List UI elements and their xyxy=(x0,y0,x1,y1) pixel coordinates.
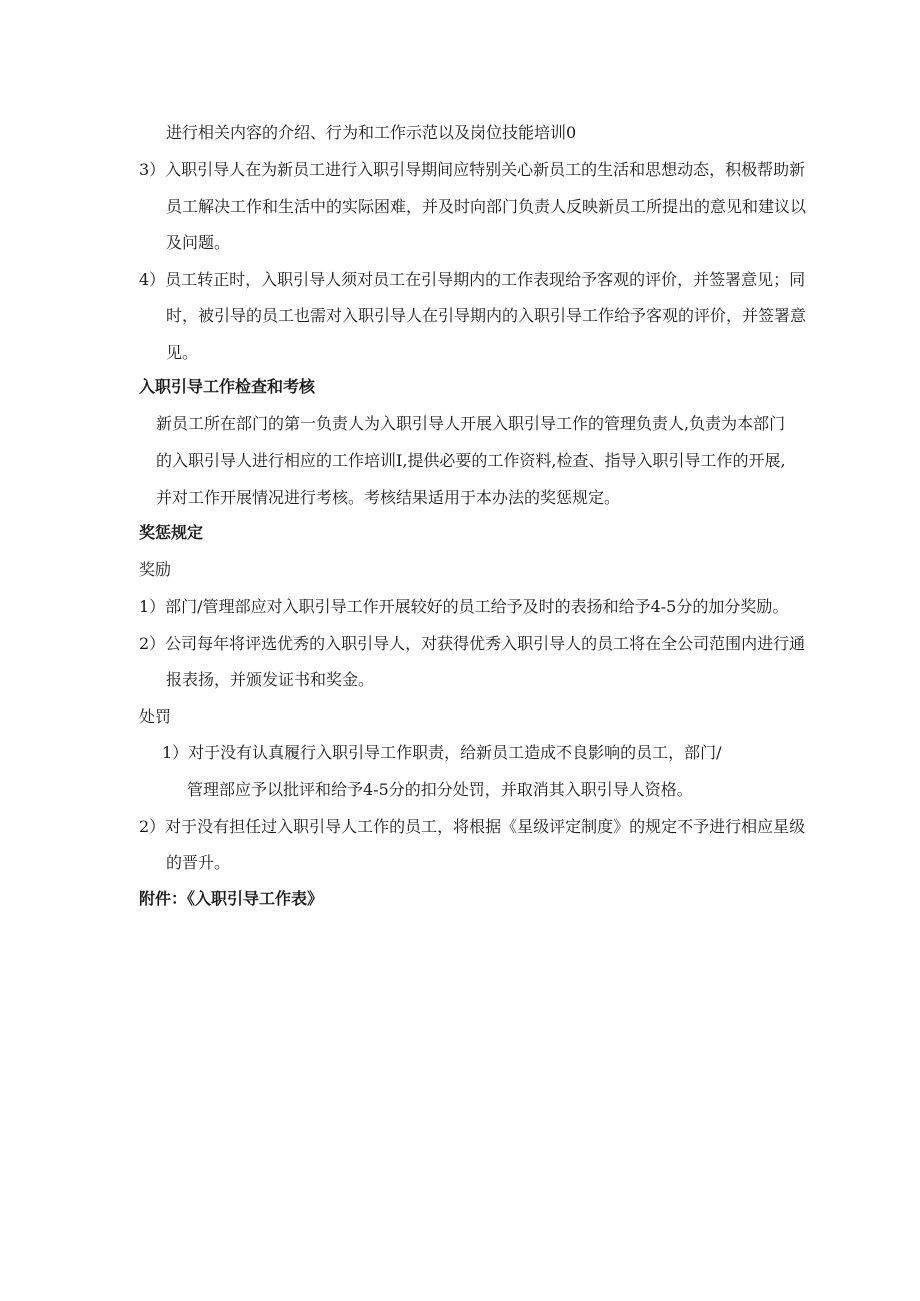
section-heading-inspection: 入职引导工作检查和考核 xyxy=(139,377,316,396)
inspection-para-line-1: 新员工所在部门的第一负责人为入职引导人开展入职引导工作的管理负责人,负责为本部门 xyxy=(156,414,786,433)
penalty-item-2-line-1: 2）对于没有担任过入职引导人工作的员工，将根据《星级评定制度》的规定不予进行相应星级 xyxy=(139,817,806,836)
section-heading-rewards-penalties: 奖惩规定 xyxy=(139,523,204,542)
item-3-line-1: 3）入职引导人在为新员工进行入职引导期间应特别关心新员工的生活和思想动态，积极帮助新 xyxy=(139,160,806,179)
penalty-item-1-line-2: 管理部应予以批评和给予4-5分的扣分处罚，并取消其入职引导人资格。 xyxy=(187,780,693,799)
inspection-para-line-3: 并对工作开展情况进行考核。考核结果适用于本办法的奖惩规定。 xyxy=(156,488,621,507)
subheading-penalty: 处罚 xyxy=(139,707,172,726)
item-4-line-3: 见。 xyxy=(166,343,199,362)
reward-item-2-line-1: 2）公司每年将评选优秀的入职引导人，对获得优秀入职引导人的员工将在全公司范围内进行通 xyxy=(139,634,806,653)
reward-item-1: 1）部门/管理部应对入职引导工作开展较好的员工给予及时的表扬和给予4-5分的加分奖励。 xyxy=(139,597,789,616)
item-4-line-2: 时，被引导的员工也需对入职引导人在引导期内的入职引导工作给予客观的评价，并签署意 xyxy=(166,306,807,325)
penalty-item-1-line-1: 1）对于没有认真履行入职引导工作职责，给新员工造成不良影响的员工，部门/ xyxy=(162,743,722,762)
inspection-para-line-2: 的入职引导人进行相应的工作培训I,提供必要的工作资料,检查、指导入职引导工作的开展, xyxy=(156,451,786,470)
item-3-line-3: 及问题。 xyxy=(166,233,231,252)
reward-item-2-line-2: 报表扬，并颁发证书和奖金。 xyxy=(166,670,375,689)
attachment-line: 附件：《入职引导工作表》 xyxy=(139,889,324,908)
penalty-item-2-line-2: 的晋升。 xyxy=(166,853,231,872)
item-3-line-2: 员工解决工作和生活中的实际困难，并及时向部门负责人反映新员工所提出的意见和建议以 xyxy=(166,197,807,216)
continued-paragraph: 进行相关内容的介绍、行为和工作示范以及岗位技能培训0 xyxy=(166,123,577,142)
subheading-reward: 奖励 xyxy=(139,560,172,579)
item-4-line-1: 4）员工转正时，入职引导人须对员工在引导期内的工作表现给予客观的评价，并签署意见；同 xyxy=(139,270,806,289)
